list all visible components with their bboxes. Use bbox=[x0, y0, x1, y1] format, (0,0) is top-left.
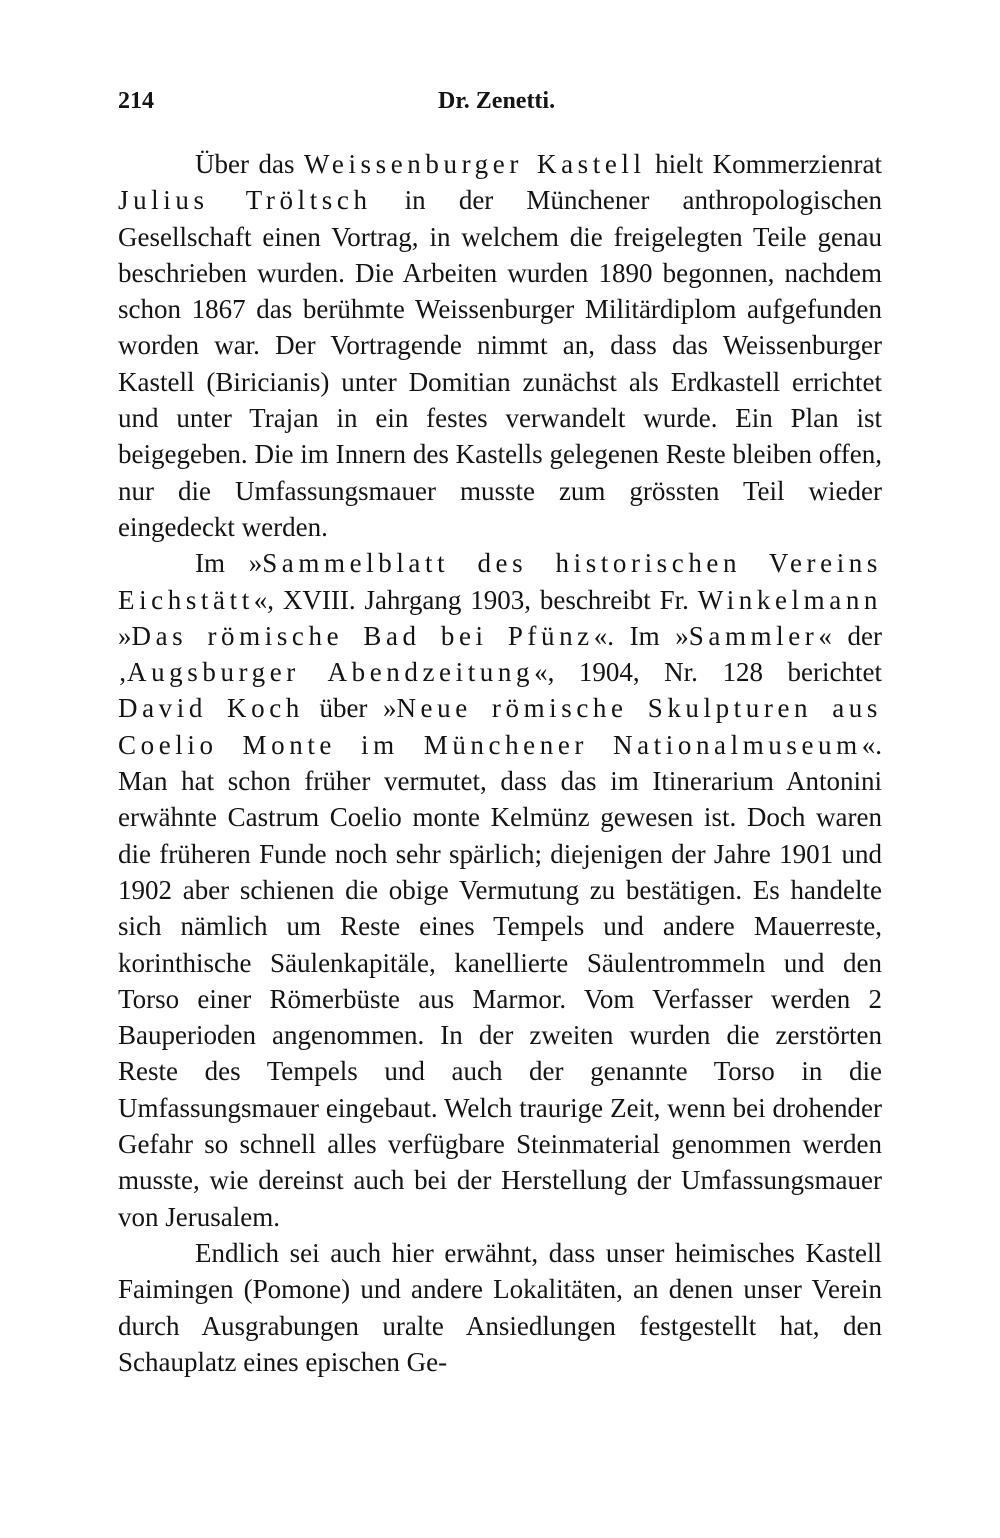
spaced-emphasis: Julius Tröltsch bbox=[118, 185, 372, 216]
running-head: Dr. Zenetti. bbox=[438, 88, 556, 114]
body-text bbox=[118, 146, 882, 1380]
text-run: » bbox=[118, 620, 132, 651]
text-run: Im » bbox=[195, 548, 263, 579]
text-run: in der Münchener anthropologischen Gesellschaft einen Vortrag, in welchem die freigelegten Teile genau beschrieben wurden. Die Arbeiten wurden 1890 begonnen, nachdem schon 1867 das berühmte Weissenburger Militärdiplom aufgefunden worden war. Der Vortragende nimmt an, dass das Weissenburger Kastell (Biricianis) unter Domitian zunächst als Erdkastell errichtet und unter Trajan in ein festes verwandelt wurde. Ein Plan ist beigegeben. Die im Innern des Kastells gelegenen Reste bleiben offen, nur die Umfassungsmauer musste zum grössten Teil wieder eingedeckt werden. bbox=[118, 185, 882, 542]
paragraph bbox=[118, 146, 882, 545]
text-run: Über das bbox=[195, 149, 304, 179]
text-run: über » bbox=[303, 693, 397, 724]
text-run: Endlich sei auch hier erwähnt, dass unser heimisches Kastell Faimingen (Pomone) und andere Lokalitäten, an denen unser Verein durch Ausgrabungen uralte Ansiedlungen festgestellt hat, den Schauplatz eines epischen Ge- bbox=[118, 1237, 882, 1377]
spaced-emphasis: Neue römische Skulpturen aus Coelio Monte im Münchener Nationalmuseum bbox=[118, 693, 882, 760]
paragraph bbox=[118, 545, 882, 1235]
text-run: «, 1904, Nr. 128 berichtet bbox=[534, 657, 882, 688]
spaced-emphasis: Augsburger Abendzeitung bbox=[127, 657, 535, 688]
spaced-emphasis: David Koch bbox=[118, 693, 304, 724]
page-number: 214 bbox=[118, 88, 154, 114]
spaced-emphasis: Sammler bbox=[688, 620, 819, 651]
page-header bbox=[118, 88, 882, 124]
text-run: « der ‚ bbox=[118, 620, 882, 688]
spaced-emphasis: Weissenburger Kastell bbox=[303, 149, 646, 179]
text-run: «. Im » bbox=[593, 620, 689, 651]
spaced-emphasis: Das römische Bad bei Pfünz bbox=[131, 620, 594, 651]
text-run: hielt Kommerzienrat bbox=[645, 149, 883, 179]
paragraph bbox=[118, 1235, 882, 1380]
spaced-emphasis: Sammelblatt des historischen Vereins Eichstätt bbox=[118, 548, 882, 615]
text-run: «. Man hat schon früher vermutet, dass das im Itinerarium Antonini erwähnte Castrum Coelio monte Kelmünz gewesen ist. Doch waren die früheren Funde noch sehr spärlich; diejenigen der Jahre 1901 und 1902 aber schienen die obige Vermutung zu bestätigen. Es handelte sich nämlich um Reste eines Tempels und andere Mauerreste, korinthische Säulenkapitäle, kanellierte Säulentrommeln und den Torso einer Römerbüste aus Marmor. Vom Verfasser werden 2 Bauperioden angenommen. In der zweiten wurden die zerstörten Reste des Tempels und auch der genannte Torso in die Umfassungsmauer eingebaut. Welch traurige Zeit, wenn bei drohender Gefahr so schnell alles verfügbare Steinmaterial genommen werden musste, wie dereinst auch bei der Herstellung der Umfassungsmauer von Jerusalem. bbox=[118, 729, 882, 1232]
text-run: «, XVIII. Jahrgang 1903, beschreibt Fr. bbox=[253, 584, 698, 615]
spaced-emphasis: Winkelmann bbox=[697, 584, 882, 615]
